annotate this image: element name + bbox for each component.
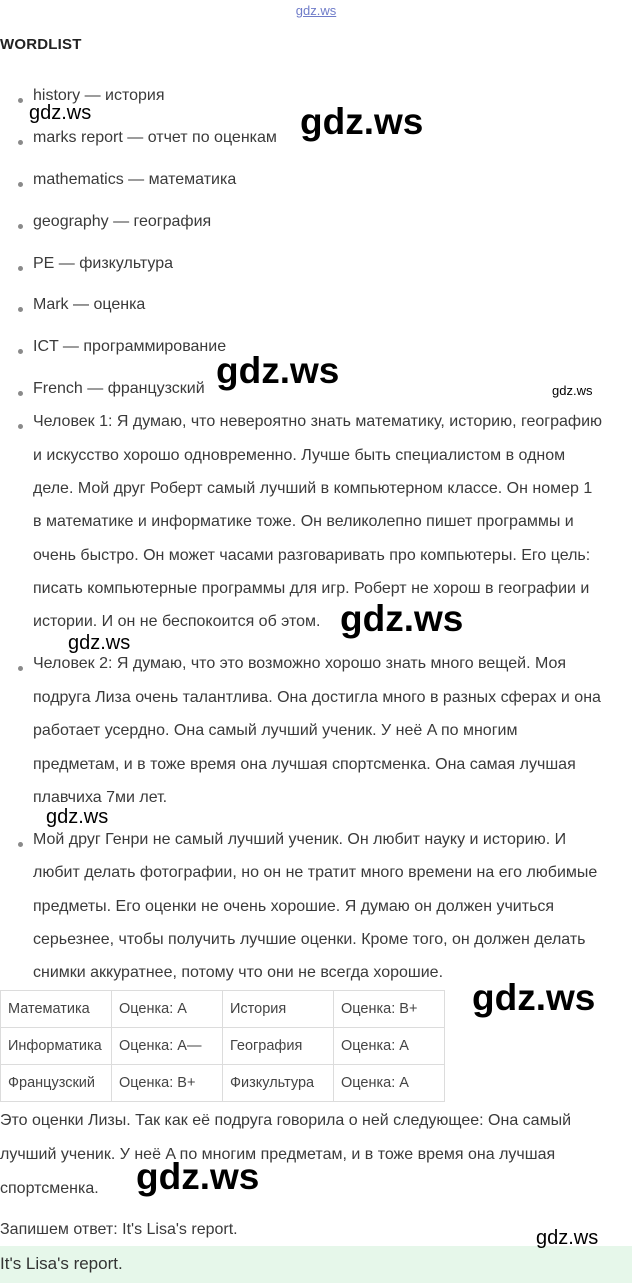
subject-cell: Физкультура [223, 1065, 334, 1102]
bullet-icon [18, 182, 23, 187]
watermark: gdz.ws [46, 806, 109, 828]
watermark: gdz.ws [216, 350, 340, 391]
grade-cell: Оценка: B+ [334, 991, 445, 1028]
subject-cell: Информатика [1, 1028, 112, 1065]
paragraph-line: любит делать фотографии, но он не тратит много времени на его любимые [33, 864, 598, 881]
wordlist-item: marks report — отчет по оценкам [33, 129, 277, 146]
watermark: gdz.ws [300, 101, 424, 142]
wordlist-item: Mark — оценка [33, 296, 146, 313]
wordlist-item: history — история [33, 87, 165, 104]
bullet-icon [18, 266, 23, 271]
paragraph-line: деле. Мой друг Роберт самый лучший в компьютерном классе. Он номер 1 [33, 480, 593, 497]
paragraph-line: Человек 2: Я думаю, что это возможно хорошо знать много вещей. Моя [33, 655, 567, 672]
watermark: gdz.ws [340, 598, 464, 639]
subject-cell: Математика [1, 991, 112, 1028]
watermark: gdz.ws [29, 102, 92, 124]
watermark: gdz.ws [136, 1156, 260, 1197]
bullet-icon [18, 842, 23, 847]
explanation-line: лучший ученик. У неё A по многим предметам, и в тоже время она лучшая [0, 1146, 556, 1163]
paragraph-line: Человек 1: Я думаю, что невероятно знать математику, историю, географию [33, 413, 603, 430]
watermark: gdz.ws [68, 632, 131, 654]
paragraph-line: и искусство хорошо одновременно. Лучше быть специалистом в одном [33, 447, 566, 464]
bullet-icon [18, 424, 23, 429]
paragraph-line: писать компьютерные программы для игр. Роберт не хорош в географии и [33, 580, 590, 597]
bullet-icon [18, 224, 23, 229]
grade-cell: Оценка: A [334, 1028, 445, 1065]
explanation-line: Это оценки Лизы. Так как её подруга говорила о ней следующее: Она самый [0, 1112, 572, 1129]
bullet-icon [18, 391, 23, 396]
table-row [1, 1065, 445, 1102]
paragraph-line: плавчиха 7ми лет. [33, 789, 168, 806]
table-row [1, 991, 445, 1028]
wordlist-item: PE — физкультура [33, 255, 174, 272]
watermark: gdz.ws [536, 1227, 599, 1249]
bullet-icon [18, 666, 23, 671]
explanation-line: спортсменка. [0, 1180, 99, 1197]
paragraph-line: серьезнее, чтобы получить лучшие оценки. Кроме того, он должен делать [33, 931, 586, 948]
paragraph-line: в математике и информатике тоже. Он великолепно пишет программы и [33, 513, 574, 530]
paragraph-line: предметы. Его оценки не очень хорошие. Я думаю он должен учиться [33, 898, 555, 915]
bullet-icon [18, 140, 23, 145]
bullet-icon [18, 307, 23, 312]
watermark: gdz.ws [552, 383, 593, 398]
bullet-icon [18, 349, 23, 354]
paragraph-line: работает усердно. Она самый лучший ученик. У неё A по многим [33, 722, 518, 739]
paragraph-line: подруга Лиза очень талантлива. Она достигла много в разных сферах и она [33, 689, 601, 706]
subject-cell: История [223, 991, 334, 1028]
wordlist-item: mathematics — математика [33, 171, 237, 188]
watermark: gdz.ws [472, 977, 596, 1018]
wordlist-heading: WORDLIST [0, 36, 82, 53]
grade-cell: Оценка: B+ [112, 1065, 223, 1102]
subject-cell: География [223, 1028, 334, 1065]
wordlist-item: geography — география [33, 213, 212, 230]
wordlist-item: French — французский [33, 380, 205, 397]
grade-cell: Оценка: A— [112, 1028, 223, 1065]
grade-cell: Оценка: A [112, 991, 223, 1028]
bullet-icon [18, 98, 23, 103]
answer-intro: Запишем ответ: It's Lisa's report. [0, 1221, 238, 1238]
paragraph-line: очень быстро. Он может часами разговаривать про компьютеры. Его цель: [33, 547, 591, 564]
grades-table [0, 990, 445, 1102]
paragraph-line: предметам, и в тоже время она лучшая спортсменка. Она самая лучшая [33, 756, 576, 773]
paragraph-line: истории. И он не беспокоится об этом. [33, 613, 321, 630]
top-site-link[interactable]: gdz.ws [295, 3, 337, 18]
paragraph-line: снимки аккуратнее, потому что они не всегда хорошие. [33, 964, 444, 981]
subject-cell: Французский [1, 1065, 112, 1102]
answer-highlight [0, 1246, 632, 1283]
paragraph-line: Мой друг Генри не самый лучший ученик. Он любит науку и историю. И [33, 831, 567, 848]
wordlist-item: ICT — программирование [33, 338, 227, 355]
grade-cell: Оценка: A [334, 1065, 445, 1102]
table-row [1, 1028, 445, 1065]
answer-text: It's Lisa's report. [0, 1254, 123, 1273]
